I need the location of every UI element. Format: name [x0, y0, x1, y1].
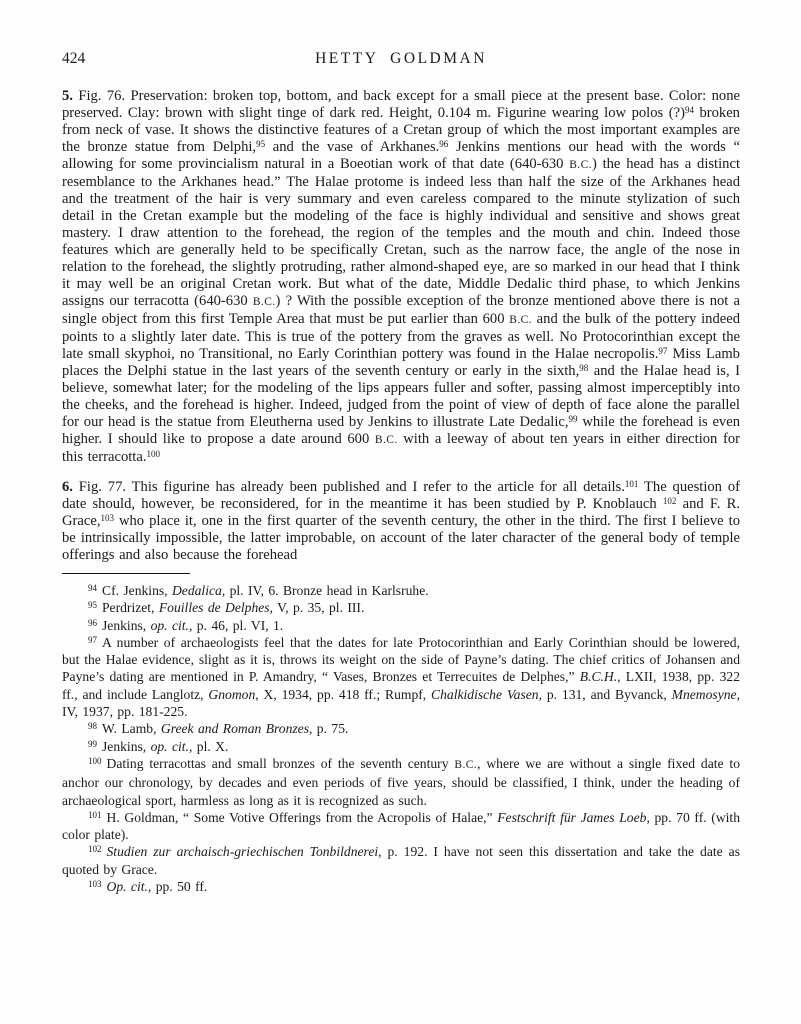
footnote-ref: 96 [439, 139, 449, 149]
footnote-96 [62, 617, 740, 634]
paragraph-5: 5. Fig. 76. Preservation: broken top, bottom, and back except for a small piece at the present base. Color: none preserved. Clay: brown with slight tinge of dark red. Height, 0.104 m. Figurine wearing low polos (?)$^{94}$ broken from neck of vase. It shows the distinctive features of a Cretan group of which the most important examples are the bronze statue from Delphi,$^{95}$ and the vase of Arkhanes.$^{96}$ Jenkins mentions our head with the words “ allowing for some provincialism natural in a Boeotian work of that date (640-630 B.C.) the head has a distinct resemblance to the Arkhanes head.” The Halae protome is indeed less than half the size of the Arkhanes head and the treatment of the hair is very summary and even careless compared to the minute stylization of such detail in the Cretan example but the modeling of the face is highly individual and sensitive and shows great mastery. I draw attention to the forehead, the region of the temples and the mouth and chin. Indeed those features which are generally held to be specifically Cretan, such as the narrow face, the angle of the nose in relation to the forehead, the slightly protruding, rather almond-shaped eye, are so marked in our head that I think it may well be an original Cretan work. But what of the date, Middle Dedalic third phase, to which Jenkins assigns our terracotta (640-630 B.C.) ? With the possible exception of the bronze mentioned above there is not a single object from this first Temple Area that must be put earlier than 600 B.C. and the bulk of the pottery indeed points to a slightly later date. This is true of the pottery from the graves as well. No Protocorinthian except the late small skyphoi, no Transitional, no Early Corinthian pottery was found in the Halae necropolis.$^{97}$ Miss Lamb places the Delphi statue in the last years of the seventh century or early in the sixth,$^{98}$ and the Halae head is, I believe, somewhat later; for the modeling of the lips appears fuller and softer, passing almost imperceptibly into the cheeks, and the forehead is higher. Indeed, judged from the point of view of depth of face alone the parallel for our head is the statue from Eleutherna used by Jenkins to illustrate Late Dedalic,$^{99}$ while the forehead is even higher. I should like to propose a date around 600 B.C. with a leeway of about ten years in either direction for this terracotta.$^{100}$ [62, 88, 741, 465]
footnote-number: 94 [88, 583, 97, 593]
footnote-number: 95 [88, 600, 97, 611]
paragraph-6: 6. Fig. 77. This figurine has already been published and I refer to the article for all details.$^{101}$ The question of date should, however, be reconsidered, for in the meantime it has been studied by P. Knoblauch $^{102}$ and F. R. Grace,$^{103}$ who place it, one in the first quarter of the seventh century, the other in the third. The first I believe to be intrinsically impossible, the latter improbable, on account of the later character of the general body of temple offerings and also because the forehead [62, 479, 741, 563]
footnote-text: Cf. Jenkins, Dedalica, pl. IV, 6. Bronze head in Karlsruhe. [102, 583, 429, 598]
small-caps-era: B.C. [569, 159, 592, 171]
small-caps-era: B.C. [374, 434, 398, 446]
footnote-number: 98 [88, 721, 97, 732]
footnote-number: 96 [88, 617, 97, 628]
footnote-103 [62, 878, 740, 895]
footnote-text: W. Lamb, Greek and Roman Bronzes, p. 75. [102, 721, 349, 737]
footnote-number: 97 [88, 634, 97, 645]
small-caps-era: B.C. [509, 314, 532, 326]
footnote-text: Op. cit., pp. 50 ff. [106, 879, 208, 895]
paragraph-number: 5. [62, 88, 73, 104]
italic-title: Fouilles de Delphes [158, 600, 270, 616]
footnote-number: 100 [88, 755, 102, 766]
footnote-95 [62, 599, 740, 616]
italic-title: Gnomon [208, 686, 256, 702]
footnote-99 [62, 738, 740, 755]
footnote-number: 99 [88, 738, 97, 749]
footnote-100 [62, 755, 740, 809]
page-header [62, 50, 740, 70]
italic-title: Dedalica [171, 583, 222, 598]
footnote-98 [62, 720, 740, 737]
footnote-text: Studien zur archaisch-griechischen Tonbildnerei, p. 192. I have not seen this dissertation and take the date as quoted by Grace. [62, 844, 740, 877]
footnote-ref: 95 [256, 139, 266, 149]
paragraph-number: 6. [62, 479, 73, 495]
small-caps-era: B.C. [252, 296, 276, 308]
footnote-number: 102 [88, 844, 102, 855]
italic-title: Mnemosyne [671, 686, 737, 702]
italic-title: Greek and Roman Bronzes [160, 721, 309, 737]
italic-title: Op. cit. [106, 879, 148, 895]
footnote-ref: 97 [658, 346, 668, 356]
footnote-text: Dating terracottas and small bronzes of the seventh century B.C., where we are without a single fixed date to anchor our chronology, by decades and even periods of five years, should be classified, I think, under the heading of archaeological sport, harmless as long as it is recognized as such. [62, 755, 741, 808]
footnote-97 [62, 634, 740, 720]
footnote-ref: 94 [684, 105, 694, 115]
footnote-separator [62, 573, 190, 574]
footnote-ref: 102 [662, 496, 677, 506]
page-number: 424 [62, 50, 86, 67]
footnote-94 [62, 582, 740, 599]
italic-title: op. cit. [150, 738, 189, 754]
footnote-number: 103 [88, 879, 102, 890]
footnote-text: A number of archaeologists feel that the dates for late Protocorinthian and Early Corinthian should be lowered, but the Halae evidence, slight as it is, throws its weight on the side of Payne’s dating. The chief critics of Johansen and Payne’s dating are mentioned in P. Amandry, “ Vases, Bronzes et Terrecuites de Delphes,” B.C.H., LXII, 1938, pp. 322 ff., and include Langlotz, Gnomon, X, 1934, pp. 418 ff.; Rumpf, Chalkidische Vasen, p. 131, and Byvanck, Mnemosyne, IV, 1937, pp. 181-225. [62, 634, 740, 720]
article-body [62, 88, 740, 564]
footnotes-section [62, 582, 740, 895]
footnote-102 [62, 843, 740, 878]
running-head: HETTY GOLDMAN [315, 50, 487, 67]
footnote-text: Jenkins, op. cit., p. 46, pl. VI, 1. [102, 617, 284, 633]
footnote-ref: 100 [146, 449, 160, 459]
footnote-ref: 103 [100, 513, 114, 523]
footnote-text: H. Goldman, “ Some Votive Offerings from the Acropolis of Halae,” Festschrift für James Loeb, pp. 70 ff. (with color plate). [62, 809, 740, 843]
footnote-text: Perdrizet, Fouilles de Delphes, V, p. 35, pl. III. [102, 600, 365, 616]
italic-title: Studien zur archaisch-griechischen Tonbildnerei [106, 844, 379, 860]
footnote-ref: 98 [579, 363, 589, 373]
italic-title: op. cit. [150, 617, 189, 633]
small-caps-era: B.C. [454, 758, 478, 771]
italic-title: Festschrift für James Loeb [497, 809, 647, 825]
italic-title: Chalkidische Vasen [431, 686, 539, 702]
footnote-number: 101 [88, 809, 102, 820]
footnote-101 [62, 809, 740, 844]
footnote-text: Jenkins, op. cit., pl. X. [102, 738, 229, 754]
footnote-ref: 99 [568, 414, 578, 424]
italic-title: B.C.H. [579, 669, 618, 685]
footnote-ref: 101 [624, 479, 639, 489]
